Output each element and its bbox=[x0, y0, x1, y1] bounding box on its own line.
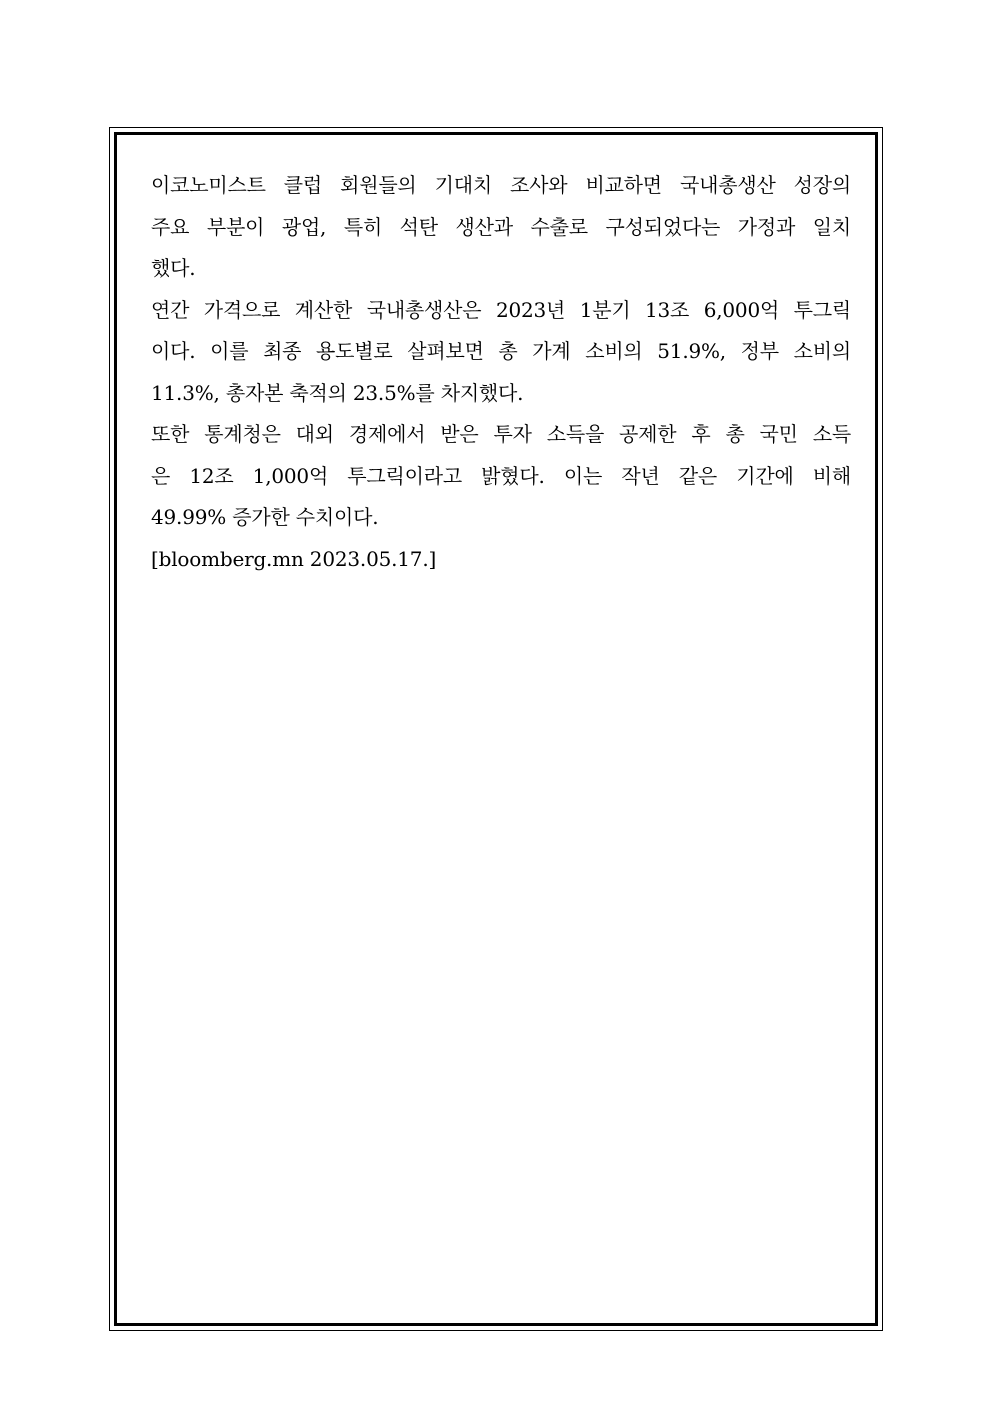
text-line: 했다. bbox=[151, 256, 196, 280]
paragraph-mining-growth bbox=[151, 165, 851, 290]
text-line: 또한 통계청은 대외 경제에서 받은 투자 소득을 공제한 후 총 국민 소득 bbox=[151, 422, 851, 446]
text-line: 은 12조 1,000억 투그릭이라고 밝혔다. 이는 작년 같은 기간에 비해 bbox=[151, 463, 851, 488]
text-line: 이다. 이를 최종 용도별로 살펴보면 총 가계 소비의 51.9%, 정부 소비의 bbox=[151, 339, 851, 363]
text-line: 연간 가격으로 계산한 국내총생산은 2023년 1분기 13조 6,000억 투그릭 bbox=[151, 297, 851, 322]
text-line: 주요 부분이 광업, 특히 석탄 생산과 수출로 구성되었다는 가정과 일치 bbox=[151, 214, 851, 239]
text-line: 11.3%, 총자본 축적의 23.5%를 차지했다. bbox=[151, 380, 524, 405]
paragraph-national-income bbox=[151, 414, 851, 539]
text-line: 이코노미스트 클럽 회원들의 기대치 조사와 비교하면 국내총생산 성장의 bbox=[151, 173, 851, 197]
source-citation-paragraph bbox=[151, 539, 851, 581]
text-line: 49.99% 증가한 수치이다. bbox=[151, 505, 379, 529]
document-frame-inner-border bbox=[114, 132, 878, 1326]
document-frame bbox=[109, 127, 883, 1331]
source-citation: [bloomberg.mn 2023.05.17.] bbox=[151, 546, 437, 571]
paragraph-gdp-usage bbox=[151, 290, 851, 415]
article-body bbox=[151, 165, 851, 580]
